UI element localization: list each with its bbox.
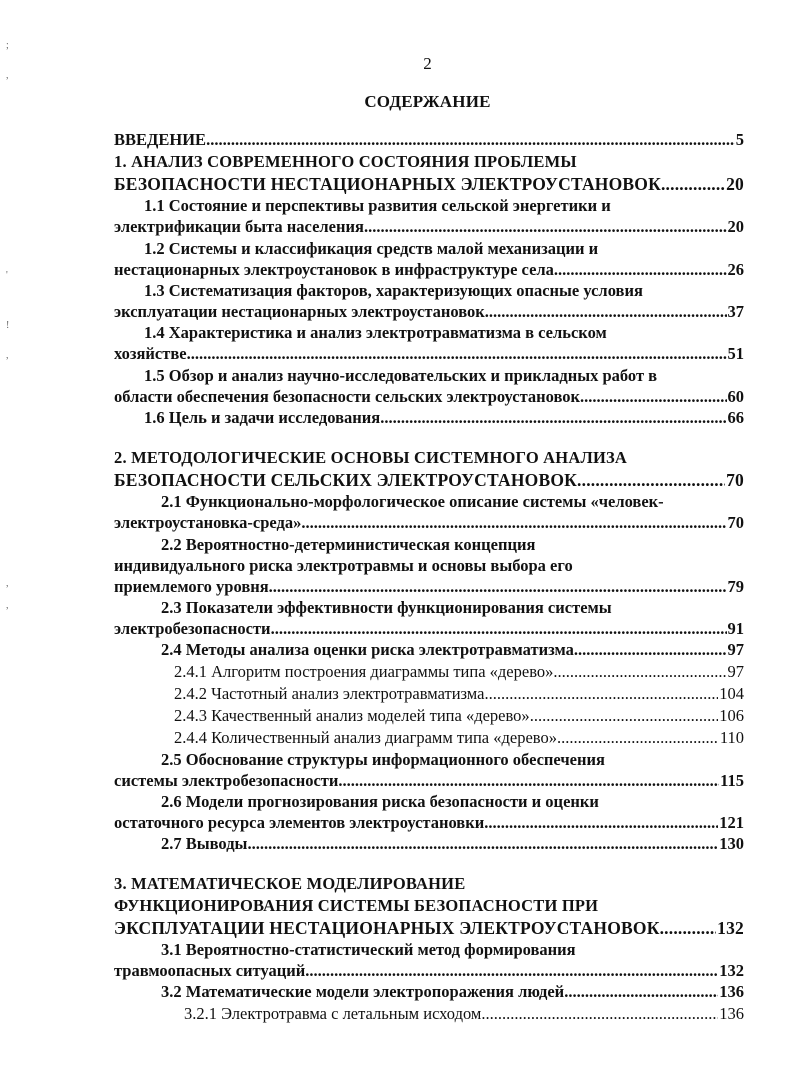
toc-section-2-4[interactable] (161, 639, 744, 661)
toc-entry-page: 60 (727, 387, 744, 406)
toc-chapter-2-line-1[interactable]: 2. МЕТОДОЛОГИЧЕСКИЕ ОСНОВЫ СИСТЕМНОГО АНАЛИЗА (114, 448, 627, 467)
toc-chapter-3-line-1[interactable]: 3. МАТЕМАТИЧЕСКОЕ МОДЕЛИРОВАНИЕ (114, 874, 466, 893)
toc-entry-text: 3.2 Математические модели электропоражения людей (161, 982, 565, 1001)
toc-section-1-4[interactable] (114, 343, 744, 365)
toc-entry-text: хозяйстве (114, 344, 187, 363)
toc-entry-page: 136 (719, 1004, 744, 1023)
toc-chapter-3[interactable] (114, 917, 744, 939)
toc-section-2-5-line-1[interactable]: 2.5 Обоснование структуры информационного обеспечения (161, 750, 605, 769)
toc-entry-text: ВВЕДЕНИЕ (114, 130, 207, 149)
toc-entry-text: 2.7 Выводы (161, 834, 248, 853)
toc-entry-page: 132 (717, 918, 744, 938)
toc-section-1-4-line-1[interactable]: 1.4 Характеристика и анализ электротравматизма в сельском (144, 323, 607, 342)
toc-entry-page: 110 (719, 728, 744, 747)
toc-section-2-1[interactable] (114, 512, 744, 534)
toc-section-1-5[interactable] (114, 386, 744, 408)
toc-section-2-2-line-2[interactable]: индивидуального риска электротравмы и основы выбора его (114, 556, 573, 575)
toc-section-2-6-line-1[interactable]: 2.6 Модели прогнозирования риска безопасности и оценки (161, 792, 599, 811)
toc-entry-page: 20 (726, 174, 744, 194)
toc-entry-text: области обеспечения безопасности сельских электроустановок (114, 387, 581, 406)
toc-section-2-7[interactable] (161, 833, 744, 855)
toc-entry-page: 104 (719, 684, 744, 703)
toc-entry-page: 121 (719, 813, 744, 832)
scan-mark: ! (6, 320, 10, 331)
toc-entry-text: 1.6 Цель и задачи исследования (144, 408, 381, 427)
toc-entry-text: 2.4.3 Качественный анализ моделей типа «дерево» (174, 706, 530, 725)
toc-entry-text: приемлемого уровня (114, 577, 269, 596)
toc-entry-page: 136 (719, 982, 744, 1001)
page-title: СОДЕРЖАНИЕ (364, 92, 491, 111)
scan-mark: ; (6, 40, 9, 51)
toc-chapter-1[interactable] (114, 173, 744, 195)
toc-section-2-2[interactable] (114, 576, 744, 598)
toc-entry-page: 115 (720, 771, 744, 790)
toc-entry-page: 37 (727, 302, 744, 321)
toc-subsection-2-4-2[interactable] (174, 683, 744, 705)
scan-mark: , (6, 578, 9, 589)
toc-section-1-1[interactable] (114, 216, 744, 238)
toc-entry-text: 3.2.1 Электротравма с летальным исходом (184, 1004, 482, 1023)
toc-section-3-2[interactable] (161, 981, 744, 1003)
toc-entry-page: 106 (719, 706, 744, 725)
toc-section-2-6[interactable] (114, 812, 744, 834)
toc-entry-page: 20 (727, 217, 744, 236)
toc-entry-text: БЕЗОПАСНОСТИ СЕЛЬСКИХ ЭЛЕКТРОУСТАНОВОК (114, 470, 578, 490)
toc-entry-page: 79 (727, 577, 744, 596)
toc-chapter-2[interactable] (114, 469, 744, 491)
toc-entry-text: нестационарных электроустановок в инфраструктуре села (114, 260, 554, 279)
scan-mark: , (6, 70, 9, 81)
toc-section-2-5[interactable] (114, 770, 744, 792)
toc-subsection-2-4-3[interactable] (174, 705, 744, 727)
toc-entry-page: 97 (727, 662, 744, 681)
toc-entry-text: остаточного ресурса элементов электроустановки (114, 813, 485, 832)
toc-entry-text: электроустановка-среда» (114, 513, 302, 532)
toc-entry-text: травмоопасных ситуаций (114, 961, 306, 980)
toc-entry-text: эксплуатации нестационарных электроустановок (114, 302, 485, 321)
scan-mark: , (6, 600, 9, 611)
toc-entry-text: электробезопасности (114, 619, 271, 638)
page-number: 2 (423, 54, 432, 73)
toc-chapter-1-line-1[interactable]: 1. АНАЛИЗ СОВРЕМЕННОГО СОСТОЯНИЯ ПРОБЛЕМЫ (114, 152, 577, 171)
toc-section-1-6[interactable] (144, 407, 744, 429)
toc-subsection-3-2-1[interactable] (184, 1003, 744, 1025)
scan-mark: ' (6, 270, 8, 281)
toc-entry-page: 132 (719, 961, 744, 980)
toc-chapter-3-line-2[interactable]: ФУНКЦИОНИРОВАНИЯ СИСТЕМЫ БЕЗОПАСНОСТИ ПРИ (114, 896, 599, 915)
toc-entry-page: 70 (727, 513, 744, 532)
toc-section-1-1-line-1[interactable]: 1.1 Состояние и перспективы развития сельской энергетики и (144, 196, 611, 215)
toc-section-1-2[interactable] (114, 259, 744, 281)
toc-entry-page: 5 (735, 130, 744, 149)
toc-entry-page: 91 (727, 619, 744, 638)
toc-section-1-2-line-1[interactable]: 1.2 Системы и классификация средств малой механизации и (144, 239, 599, 258)
toc-entry-page: 97 (727, 640, 744, 659)
toc-section-2-3-line-1[interactable]: 2.3 Показатели эффективности функционирования системы (161, 598, 612, 617)
toc-entry-text: системы электробезопасности (114, 771, 339, 790)
toc-section-2-3[interactable] (114, 618, 744, 640)
toc-subsection-2-4-1[interactable] (174, 661, 744, 683)
toc-section-1-3[interactable] (114, 301, 744, 323)
toc-entry-page: 26 (727, 260, 744, 279)
toc-entry-text: электрификации быта населения (114, 217, 364, 236)
toc-entry-text: 2.4.4 Количественный анализ диаграмм типа «дерево» (174, 728, 557, 747)
toc-section-3-1-line-1[interactable]: 3.1 Вероятностно-статистический метод формирования (161, 940, 576, 959)
toc-entry-page: 130 (719, 834, 744, 853)
toc-section-1-3-line-1[interactable]: 1.3 Систематизация факторов, характеризующих опасные условия (144, 281, 643, 300)
toc-entry-text: БЕЗОПАСНОСТИ НЕСТАЦИОНАРНЫХ ЭЛЕКТРОУСТАНОВОК (114, 174, 661, 194)
toc-section-3-1[interactable] (114, 960, 744, 982)
toc-entry-text: 2.4.1 Алгоритм построения диаграммы типа «дерево» (174, 662, 554, 681)
toc-entry-text: ЭКСПЛУАТАЦИИ НЕСТАЦИОНАРНЫХ ЭЛЕКТРОУСТАНОВОК (114, 918, 660, 938)
toc-section-2-2-line-1[interactable]: 2.2 Вероятностно-детерминистическая концепция (161, 535, 536, 554)
toc-entry-page: 51 (727, 344, 744, 363)
toc-section-2-1-line-1[interactable]: 2.1 Функционально-морфологическое описание системы «человек- (161, 492, 664, 511)
toc-entry-introduction[interactable] (114, 129, 744, 151)
toc-entry-text: 2.4.2 Частотный анализ электротравматизма (174, 684, 485, 703)
toc-subsection-2-4-4[interactable] (174, 727, 744, 749)
scan-mark: , (6, 350, 9, 361)
toc-entry-page: 66 (727, 408, 744, 427)
toc-section-1-5-line-1[interactable]: 1.5 Обзор и анализ научно-исследовательских и прикладных работ в (144, 366, 658, 385)
toc-entry-text: 2.4 Методы анализа оценки риска электротравматизма (161, 640, 574, 659)
toc-entry-page: 70 (726, 470, 744, 490)
